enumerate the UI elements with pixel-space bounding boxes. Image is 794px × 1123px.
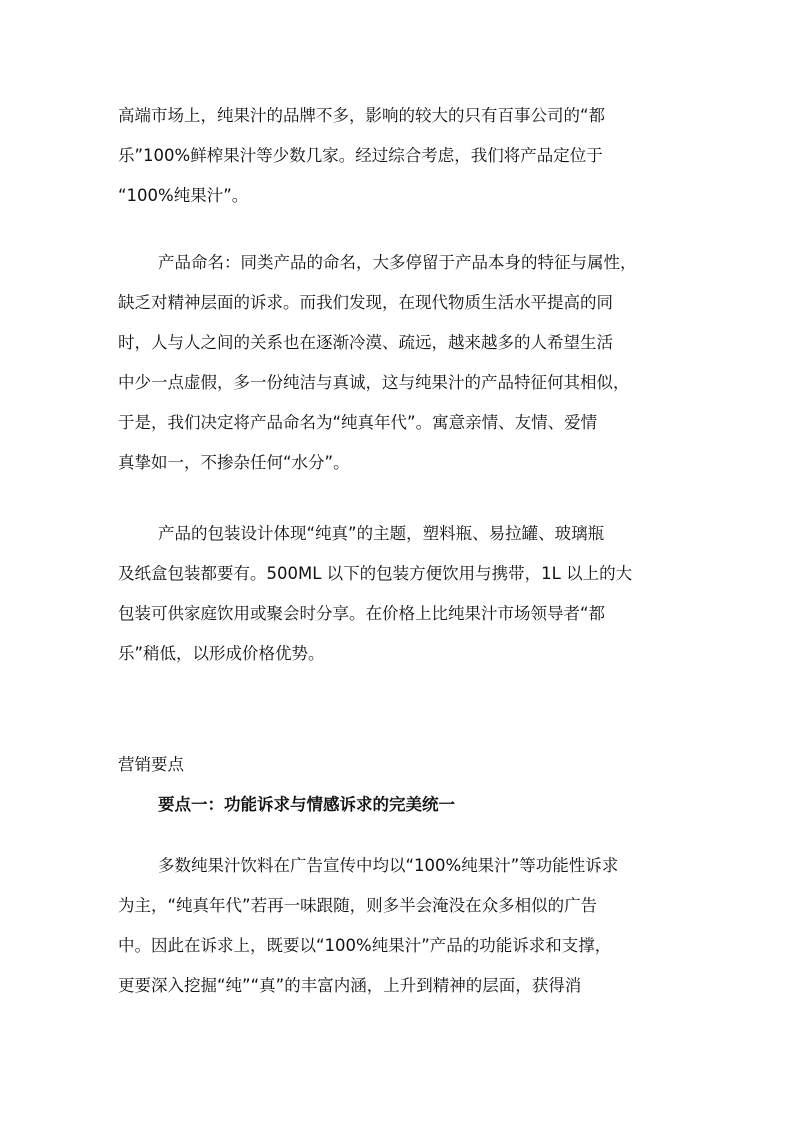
paragraph-packaging [118, 514, 678, 674]
section-heading: 营销要点 [118, 755, 184, 774]
section-subheading: 要点一：功能诉求与情感诉求的完美统一 [158, 795, 455, 814]
text-line: 产品命名：同类产品的命名，大多停留于产品本身的特征与属性， [158, 253, 637, 272]
text-line: 中少一点虚假，多一份纯洁与真诚，这与纯果汁的产品特征何其相似， [118, 373, 630, 392]
paragraph-positioning [118, 96, 678, 216]
text-line: 时，人与人之间的关系也在逐渐冷漠、疏远，越来越多的人希望生活 [118, 333, 613, 352]
text-line: 为主，“纯真年代”若再一味跟随，则多半会淹没在众多相似的广告 [118, 896, 598, 915]
text-line: 于是，我们决定将产品命名为“纯真年代”。寓意亲情、友情、爱情 [118, 413, 598, 432]
text-line: “100%纯果汁”。 [118, 186, 249, 205]
text-line: 包装可供家庭饮用或聚会时分享。在价格上比纯果汁市场领导者“都 [118, 604, 606, 623]
text-line: 更要深入挖掘“纯”“真”的丰富内涵，上升到精神的层面，获得消 [118, 976, 582, 995]
text-line: 多数纯果汁饮料在广告宣传中均以“100%纯果汁”等功能性诉求 [158, 856, 619, 875]
text-line: 及纸盒包装都要有。500ML 以下的包装方便饮用与携带，1L 以上的大 [118, 564, 633, 583]
text-line: 中。因此在诉求上，既要以“100%纯果汁”产品的功能诉求和支撑， [118, 936, 612, 955]
text-line: 缺乏对精神层面的诉求。而我们发现，在现代物质生活水平提高的同 [118, 293, 613, 312]
paragraph-marketing [118, 846, 678, 1006]
text-line: 产品的包装设计体现“纯真”的主题，塑料瓶、易拉罐、玻璃瓶 [158, 524, 605, 543]
paragraph-product-naming [118, 243, 678, 483]
text-line: 乐”稍低，以形成价格优势。 [118, 644, 325, 663]
text-line: 乐”100%鲜榨果汁等少数几家。经过综合考虑，我们将产品定位于 [118, 146, 603, 165]
text-line: 真挚如一，不掺杂任何“水分”。 [118, 453, 350, 472]
text-line: 高端市场上，纯果汁的品牌不多，影响的较大的只有百事公司的“都 [118, 106, 606, 125]
